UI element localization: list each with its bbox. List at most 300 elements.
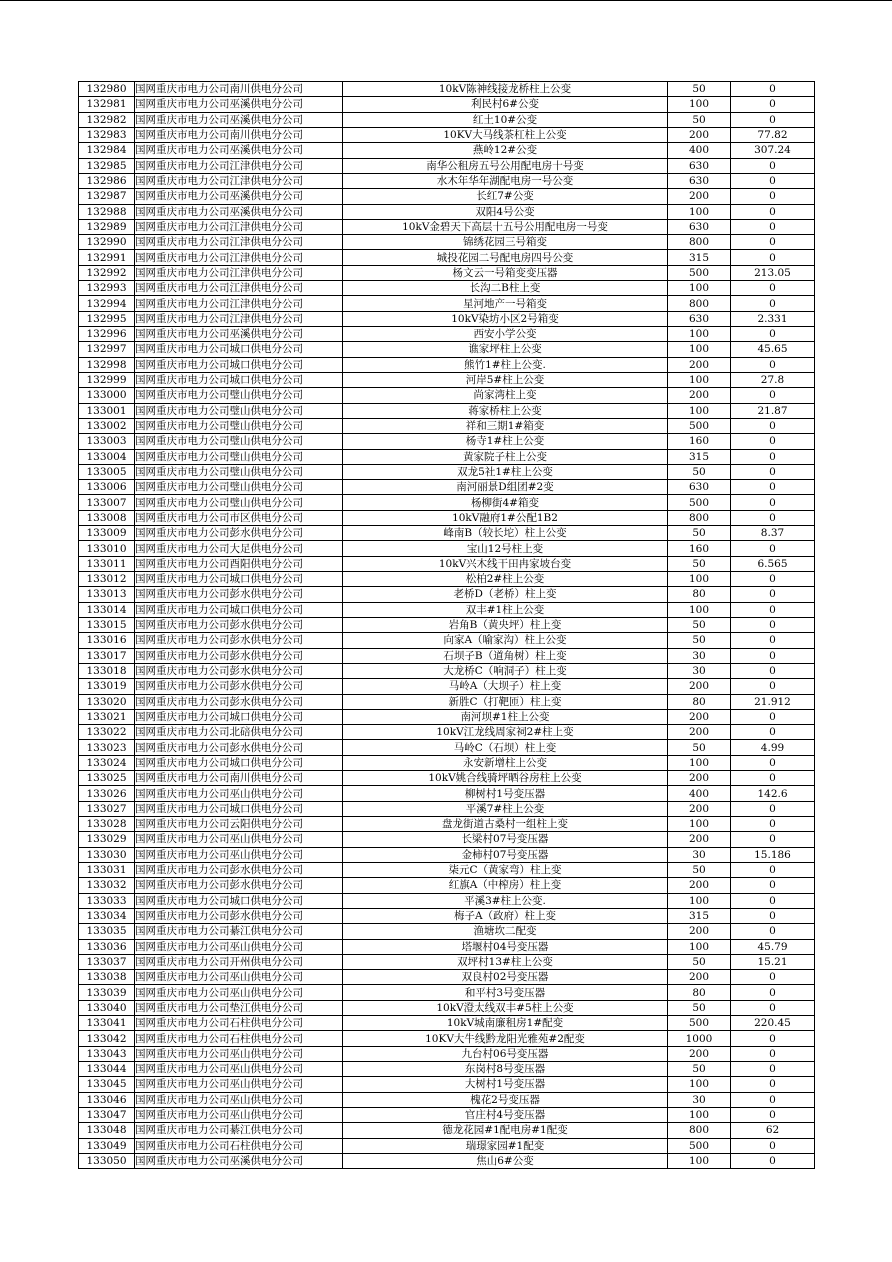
company-cell: 国网重庆市电力公司彭水供电分公司 bbox=[135, 526, 343, 541]
row-id-cell: 133033 bbox=[79, 893, 135, 908]
table-row bbox=[79, 1153, 815, 1168]
value-cell: 0 bbox=[731, 648, 815, 663]
table-row bbox=[79, 143, 815, 158]
transformer-name-cell: 黄家院子柱上公变 bbox=[343, 449, 668, 464]
capacity-cell: 100 bbox=[668, 1153, 731, 1168]
capacity-cell: 50 bbox=[668, 617, 731, 632]
row-id-cell: 133038 bbox=[79, 970, 135, 985]
capacity-cell: 50 bbox=[668, 526, 731, 541]
row-id-cell: 133041 bbox=[79, 1016, 135, 1031]
company-cell: 国网重庆市电力公司巫山供电分公司 bbox=[135, 1046, 343, 1061]
transformer-name-cell: 河岸5#柱上公变 bbox=[343, 372, 668, 387]
row-id-cell: 132980 bbox=[79, 82, 135, 97]
transformer-name-cell: 燕岭12#公变 bbox=[343, 143, 668, 158]
value-cell: 0 bbox=[731, 510, 815, 525]
table-row bbox=[79, 219, 815, 234]
value-cell: 45.79 bbox=[731, 939, 815, 954]
transformer-name-cell: 10kV染坊小区2号箱变 bbox=[343, 311, 668, 326]
company-cell: 国网重庆市电力公司南川供电分公司 bbox=[135, 127, 343, 142]
company-cell: 国网重庆市电力公司巫山供电分公司 bbox=[135, 1077, 343, 1092]
table-row bbox=[79, 709, 815, 724]
row-id-cell: 133016 bbox=[79, 633, 135, 648]
company-cell: 国网重庆市电力公司大足供电分公司 bbox=[135, 541, 343, 556]
transformer-name-cell: 永安新增柱上公变 bbox=[343, 755, 668, 770]
capacity-cell: 200 bbox=[668, 388, 731, 403]
row-id-cell: 133018 bbox=[79, 663, 135, 678]
company-cell: 国网重庆市电力公司江津供电分公司 bbox=[135, 173, 343, 188]
company-cell: 国网重庆市电力公司巫山供电分公司 bbox=[135, 786, 343, 801]
company-cell: 国网重庆市电力公司巫山供电分公司 bbox=[135, 1092, 343, 1107]
capacity-cell: 50 bbox=[668, 1062, 731, 1077]
transformer-name-cell: 松柏2#柱上公变 bbox=[343, 572, 668, 587]
capacity-cell: 200 bbox=[668, 127, 731, 142]
transformer-name-cell: 南河坝#1柱上公变 bbox=[343, 709, 668, 724]
company-cell: 国网重庆市电力公司彭水供电分公司 bbox=[135, 694, 343, 709]
transformer-name-cell: 南华公租房五号公用配电房十号变 bbox=[343, 158, 668, 173]
table-row bbox=[79, 771, 815, 786]
transformer-name-cell: 水木年华年湖配电房一号公变 bbox=[343, 173, 668, 188]
table-row bbox=[79, 602, 815, 617]
capacity-cell: 100 bbox=[668, 602, 731, 617]
row-id-cell: 132981 bbox=[79, 97, 135, 112]
table-row bbox=[79, 327, 815, 342]
table-row bbox=[79, 388, 815, 403]
row-id-cell: 132997 bbox=[79, 342, 135, 357]
transformer-name-cell: 大树村1号变压器 bbox=[343, 1077, 668, 1092]
transformer-name-cell: 金柿村07号变压器 bbox=[343, 847, 668, 862]
table-row bbox=[79, 1107, 815, 1122]
transformer-name-cell: 10kV金碧天下高层十五号公用配电房一号变 bbox=[343, 219, 668, 234]
transformer-name-cell: 平溪3#柱上公变. bbox=[343, 893, 668, 908]
table-row bbox=[79, 97, 815, 112]
company-cell: 国网重庆市电力公司石柱供电分公司 bbox=[135, 1138, 343, 1153]
transformer-name-cell: 红土10#公变 bbox=[343, 112, 668, 127]
row-id-cell: 133015 bbox=[79, 617, 135, 632]
company-cell: 国网重庆市电力公司江津供电分公司 bbox=[135, 296, 343, 311]
transformer-name-cell: 塔堰村04号变压器 bbox=[343, 939, 668, 954]
company-cell: 国网重庆市电力公司市区供电分公司 bbox=[135, 510, 343, 525]
capacity-cell: 1000 bbox=[668, 1031, 731, 1046]
value-cell: 0 bbox=[731, 541, 815, 556]
transformer-name-cell: 石坝子B（道角树）柱上变 bbox=[343, 648, 668, 663]
transformer-name-cell: 10kV城南廉租房1#配变 bbox=[343, 1016, 668, 1031]
row-id-cell: 133000 bbox=[79, 388, 135, 403]
company-cell: 国网重庆市电力公司巫溪供电分公司 bbox=[135, 189, 343, 204]
value-cell: 0 bbox=[731, 250, 815, 265]
value-cell: 0 bbox=[731, 755, 815, 770]
value-cell: 0 bbox=[731, 817, 815, 832]
capacity-cell: 30 bbox=[668, 847, 731, 862]
transformer-name-cell: 熊竹1#柱上公变. bbox=[343, 357, 668, 372]
table-row bbox=[79, 679, 815, 694]
company-cell: 国网重庆市电力公司巫溪供电分公司 bbox=[135, 97, 343, 112]
row-id-cell: 133002 bbox=[79, 418, 135, 433]
capacity-cell: 200 bbox=[668, 878, 731, 893]
table-row bbox=[79, 832, 815, 847]
company-cell: 国网重庆市电力公司江津供电分公司 bbox=[135, 250, 343, 265]
company-cell: 国网重庆市电力公司巫溪供电分公司 bbox=[135, 112, 343, 127]
table-row bbox=[79, 587, 815, 602]
transformer-name-cell: 向家A（喻家沟）柱上公变 bbox=[343, 633, 668, 648]
capacity-cell: 400 bbox=[668, 143, 731, 158]
table-row bbox=[79, 878, 815, 893]
capacity-cell: 100 bbox=[668, 755, 731, 770]
row-id-cell: 132998 bbox=[79, 357, 135, 372]
row-id-cell: 133004 bbox=[79, 449, 135, 464]
company-cell: 国网重庆市电力公司彭水供电分公司 bbox=[135, 862, 343, 877]
capacity-cell: 30 bbox=[668, 1092, 731, 1107]
transformer-name-cell: 柒元C（黄家弯）柱上变 bbox=[343, 862, 668, 877]
company-cell: 国网重庆市电力公司巫溪供电分公司 bbox=[135, 143, 343, 158]
row-id-cell: 132983 bbox=[79, 127, 135, 142]
capacity-cell: 800 bbox=[668, 296, 731, 311]
row-id-cell: 133014 bbox=[79, 602, 135, 617]
value-cell: 2.331 bbox=[731, 311, 815, 326]
company-cell: 国网重庆市电力公司璧山供电分公司 bbox=[135, 418, 343, 433]
company-cell: 国网重庆市电力公司璧山供电分公司 bbox=[135, 464, 343, 479]
capacity-cell: 50 bbox=[668, 82, 731, 97]
company-cell: 国网重庆市电力公司垫江供电分公司 bbox=[135, 1000, 343, 1015]
transformer-name-cell: 官庄村4号变压器 bbox=[343, 1107, 668, 1122]
transformer-name-cell: 城投花园二号配电房四号公变 bbox=[343, 250, 668, 265]
table-row bbox=[79, 296, 815, 311]
company-cell: 国网重庆市电力公司璧山供电分公司 bbox=[135, 388, 343, 403]
capacity-cell: 100 bbox=[668, 342, 731, 357]
row-id-cell: 132988 bbox=[79, 204, 135, 219]
capacity-cell: 630 bbox=[668, 219, 731, 234]
transformer-name-cell: 九台村06号变压器 bbox=[343, 1046, 668, 1061]
row-id-cell: 133036 bbox=[79, 939, 135, 954]
value-cell: 0 bbox=[731, 296, 815, 311]
value-cell: 0 bbox=[731, 281, 815, 296]
company-cell: 国网重庆市电力公司璧山供电分公司 bbox=[135, 495, 343, 510]
value-cell: 0 bbox=[731, 82, 815, 97]
capacity-cell: 800 bbox=[668, 235, 731, 250]
value-cell: 21.87 bbox=[731, 403, 815, 418]
capacity-cell: 200 bbox=[668, 832, 731, 847]
transformer-name-cell: 马岭A（大坝子）柱上变 bbox=[343, 679, 668, 694]
transformer-name-cell: 锦绣花园三号箱变 bbox=[343, 235, 668, 250]
value-cell: 142.6 bbox=[731, 786, 815, 801]
company-cell: 国网重庆市电力公司城口供电分公司 bbox=[135, 893, 343, 908]
value-cell: 0 bbox=[731, 1138, 815, 1153]
capacity-cell: 200 bbox=[668, 771, 731, 786]
row-id-cell: 133045 bbox=[79, 1077, 135, 1092]
table-row bbox=[79, 908, 815, 923]
capacity-cell: 200 bbox=[668, 970, 731, 985]
table-row bbox=[79, 434, 815, 449]
row-id-cell: 133028 bbox=[79, 817, 135, 832]
table-row bbox=[79, 985, 815, 1000]
capacity-cell: 100 bbox=[668, 817, 731, 832]
capacity-cell: 100 bbox=[668, 372, 731, 387]
capacity-cell: 630 bbox=[668, 480, 731, 495]
table-row bbox=[79, 189, 815, 204]
transformer-name-cell: 槐花2号变压器 bbox=[343, 1092, 668, 1107]
table-row bbox=[79, 617, 815, 632]
table-row bbox=[79, 173, 815, 188]
table-row bbox=[79, 112, 815, 127]
transformer-name-cell: 老桥D（老桥）柱上变 bbox=[343, 587, 668, 602]
transformer-name-cell: 10KV大马线茶杠柱上公变 bbox=[343, 127, 668, 142]
company-cell: 国网重庆市电力公司巫山供电分公司 bbox=[135, 847, 343, 862]
transformer-name-cell: 10kV陈神线接龙桥柱上公变 bbox=[343, 82, 668, 97]
value-cell: 0 bbox=[731, 434, 815, 449]
row-id-cell: 133047 bbox=[79, 1107, 135, 1122]
value-cell: 0 bbox=[731, 572, 815, 587]
company-cell: 国网重庆市电力公司巫溪供电分公司 bbox=[135, 327, 343, 342]
table-row bbox=[79, 480, 815, 495]
company-cell: 国网重庆市电力公司彭水供电分公司 bbox=[135, 587, 343, 602]
capacity-cell: 500 bbox=[668, 418, 731, 433]
value-cell: 307.24 bbox=[731, 143, 815, 158]
row-id-cell: 133022 bbox=[79, 725, 135, 740]
capacity-cell: 80 bbox=[668, 985, 731, 1000]
table-row bbox=[79, 526, 815, 541]
table-row bbox=[79, 418, 815, 433]
capacity-cell: 50 bbox=[668, 1000, 731, 1015]
row-id-cell: 133021 bbox=[79, 709, 135, 724]
table-row bbox=[79, 633, 815, 648]
row-id-cell: 133024 bbox=[79, 755, 135, 770]
value-cell: 0 bbox=[731, 158, 815, 173]
table-row bbox=[79, 541, 815, 556]
value-cell: 0 bbox=[731, 985, 815, 1000]
value-cell: 0 bbox=[731, 1077, 815, 1092]
company-cell: 国网重庆市电力公司巫溪供电分公司 bbox=[135, 1153, 343, 1168]
row-id-cell: 133050 bbox=[79, 1153, 135, 1168]
row-id-cell: 133007 bbox=[79, 495, 135, 510]
value-cell: 0 bbox=[731, 97, 815, 112]
row-id-cell: 133037 bbox=[79, 954, 135, 969]
capacity-cell: 100 bbox=[668, 327, 731, 342]
row-id-cell: 132987 bbox=[79, 189, 135, 204]
company-cell: 国网重庆市电力公司巫山供电分公司 bbox=[135, 939, 343, 954]
transformer-name-cell: 星河地产一号箱变 bbox=[343, 296, 668, 311]
capacity-cell: 500 bbox=[668, 265, 731, 280]
transformer-name-cell: 10kV澄太线双丰#5柱上公变 bbox=[343, 1000, 668, 1015]
value-cell: 0 bbox=[731, 617, 815, 632]
company-cell: 国网重庆市电力公司江津供电分公司 bbox=[135, 158, 343, 173]
table-row bbox=[79, 1046, 815, 1061]
table-row bbox=[79, 158, 815, 173]
value-cell: 27.8 bbox=[731, 372, 815, 387]
company-cell: 国网重庆市电力公司巫山供电分公司 bbox=[135, 1062, 343, 1077]
row-id-cell: 133006 bbox=[79, 480, 135, 495]
transformer-name-cell: 柳树村1号变压器 bbox=[343, 786, 668, 801]
capacity-cell: 200 bbox=[668, 189, 731, 204]
company-cell: 国网重庆市电力公司南川供电分公司 bbox=[135, 771, 343, 786]
capacity-cell: 800 bbox=[668, 510, 731, 525]
transformer-name-cell: 10kV姚合线骑坪晒谷房柱上公变 bbox=[343, 771, 668, 786]
company-cell: 国网重庆市电力公司石柱供电分公司 bbox=[135, 1031, 343, 1046]
row-id-cell: 133025 bbox=[79, 771, 135, 786]
transformer-name-cell: 蒋家桥柱上公变 bbox=[343, 403, 668, 418]
capacity-cell: 315 bbox=[668, 250, 731, 265]
value-cell: 0 bbox=[731, 327, 815, 342]
capacity-cell: 50 bbox=[668, 633, 731, 648]
row-id-cell: 133009 bbox=[79, 526, 135, 541]
value-cell: 0 bbox=[731, 480, 815, 495]
table-row bbox=[79, 755, 815, 770]
table-row bbox=[79, 235, 815, 250]
company-cell: 国网重庆市电力公司璧山供电分公司 bbox=[135, 434, 343, 449]
row-id-cell: 133042 bbox=[79, 1031, 135, 1046]
transformer-name-cell: 和平村3号变压器 bbox=[343, 985, 668, 1000]
row-id-cell: 133023 bbox=[79, 740, 135, 755]
row-id-cell: 133017 bbox=[79, 648, 135, 663]
row-id-cell: 133034 bbox=[79, 908, 135, 923]
row-id-cell: 133039 bbox=[79, 985, 135, 1000]
row-id-cell: 132982 bbox=[79, 112, 135, 127]
company-cell: 国网重庆市电力公司城口供电分公司 bbox=[135, 357, 343, 372]
capacity-cell: 500 bbox=[668, 1016, 731, 1031]
table-row bbox=[79, 342, 815, 357]
company-cell: 国网重庆市电力公司江津供电分公司 bbox=[135, 219, 343, 234]
capacity-cell: 800 bbox=[668, 1123, 731, 1138]
company-cell: 国网重庆市电力公司城口供电分公司 bbox=[135, 372, 343, 387]
table-row bbox=[79, 786, 815, 801]
capacity-cell: 200 bbox=[668, 679, 731, 694]
capacity-cell: 30 bbox=[668, 663, 731, 678]
table-row bbox=[79, 862, 815, 877]
value-cell: 0 bbox=[731, 862, 815, 877]
row-id-cell: 133003 bbox=[79, 434, 135, 449]
value-cell: 0 bbox=[731, 893, 815, 908]
value-cell: 0 bbox=[731, 878, 815, 893]
company-cell: 国网重庆市电力公司綦江供电分公司 bbox=[135, 1123, 343, 1138]
transformer-name-cell: 德龙花园#1配电房#1配变 bbox=[343, 1123, 668, 1138]
value-cell: 15.21 bbox=[731, 954, 815, 969]
row-id-cell: 133043 bbox=[79, 1046, 135, 1061]
value-cell: 0 bbox=[731, 388, 815, 403]
transformer-name-cell: 平溪7#柱上公变 bbox=[343, 801, 668, 816]
table-row bbox=[79, 954, 815, 969]
company-cell: 国网重庆市电力公司城口供电分公司 bbox=[135, 602, 343, 617]
value-cell: 0 bbox=[731, 602, 815, 617]
capacity-cell: 160 bbox=[668, 541, 731, 556]
value-cell: 0 bbox=[731, 663, 815, 678]
row-id-cell: 133048 bbox=[79, 1123, 135, 1138]
company-cell: 国网重庆市电力公司彭水供电分公司 bbox=[135, 908, 343, 923]
capacity-cell: 50 bbox=[668, 954, 731, 969]
company-cell: 国网重庆市电力公司彭水供电分公司 bbox=[135, 648, 343, 663]
transformer-name-cell: 长红7#公变 bbox=[343, 189, 668, 204]
company-cell: 国网重庆市电力公司彭水供电分公司 bbox=[135, 740, 343, 755]
value-cell: 220.45 bbox=[731, 1016, 815, 1031]
row-id-cell: 133049 bbox=[79, 1138, 135, 1153]
table-row bbox=[79, 740, 815, 755]
capacity-cell: 500 bbox=[668, 495, 731, 510]
capacity-cell: 50 bbox=[668, 556, 731, 571]
transformer-name-cell: 马岭C（石坝）柱上变 bbox=[343, 740, 668, 755]
transformer-name-cell: 10KV大牛线黔龙阳光雅苑#2配变 bbox=[343, 1031, 668, 1046]
transformer-name-cell: 杨柳街4#箱变 bbox=[343, 495, 668, 510]
table-row bbox=[79, 970, 815, 985]
company-cell: 国网重庆市电力公司彭水供电分公司 bbox=[135, 679, 343, 694]
table-row bbox=[79, 250, 815, 265]
value-cell: 6.565 bbox=[731, 556, 815, 571]
value-cell: 0 bbox=[731, 1107, 815, 1122]
table-row bbox=[79, 1000, 815, 1015]
capacity-cell: 100 bbox=[668, 1077, 731, 1092]
capacity-cell: 400 bbox=[668, 786, 731, 801]
table-row bbox=[79, 357, 815, 372]
row-id-cell: 133027 bbox=[79, 801, 135, 816]
value-cell: 213.05 bbox=[731, 265, 815, 280]
row-id-cell: 132984 bbox=[79, 143, 135, 158]
table-row bbox=[79, 801, 815, 816]
value-cell: 0 bbox=[731, 464, 815, 479]
capacity-cell: 500 bbox=[668, 1138, 731, 1153]
row-id-cell: 132995 bbox=[79, 311, 135, 326]
capacity-cell: 630 bbox=[668, 158, 731, 173]
value-cell: 0 bbox=[731, 908, 815, 923]
transformer-name-cell: 双坪村13#柱上公变 bbox=[343, 954, 668, 969]
company-cell: 国网重庆市电力公司彭水供电分公司 bbox=[135, 633, 343, 648]
transformer-name-cell: 大龙桥C（响洞子）柱上变 bbox=[343, 663, 668, 678]
capacity-cell: 50 bbox=[668, 740, 731, 755]
value-cell: 8.37 bbox=[731, 526, 815, 541]
table-row bbox=[79, 694, 815, 709]
table-row bbox=[79, 449, 815, 464]
table-row bbox=[79, 893, 815, 908]
table-row bbox=[79, 127, 815, 142]
capacity-cell: 160 bbox=[668, 434, 731, 449]
transformer-name-cell: 渔塘坎二配变 bbox=[343, 924, 668, 939]
value-cell: 0 bbox=[731, 679, 815, 694]
table-row bbox=[79, 281, 815, 296]
row-id-cell: 133008 bbox=[79, 510, 135, 525]
transformer-name-cell: 峰南B（较长坨）柱上公变 bbox=[343, 526, 668, 541]
transformer-name-cell: 南河丽景D组团#2变 bbox=[343, 480, 668, 495]
transformer-name-cell: 盘龙街道古桑村一组柱上变 bbox=[343, 817, 668, 832]
transformer-name-cell: 双良村02号变压器 bbox=[343, 970, 668, 985]
table-row bbox=[79, 372, 815, 387]
transformer-name-cell: 双龙5社1#柱上公变 bbox=[343, 464, 668, 479]
row-id-cell: 133026 bbox=[79, 786, 135, 801]
table-row bbox=[79, 510, 815, 525]
table-row bbox=[79, 1062, 815, 1077]
capacity-cell: 100 bbox=[668, 281, 731, 296]
value-cell: 21.912 bbox=[731, 694, 815, 709]
company-cell: 国网重庆市电力公司石柱供电分公司 bbox=[135, 1016, 343, 1031]
value-cell: 0 bbox=[731, 1062, 815, 1077]
table-row bbox=[79, 311, 815, 326]
row-id-cell: 133035 bbox=[79, 924, 135, 939]
row-id-cell: 133029 bbox=[79, 832, 135, 847]
capacity-cell: 630 bbox=[668, 173, 731, 188]
value-cell: 0 bbox=[731, 1153, 815, 1168]
row-id-cell: 133031 bbox=[79, 862, 135, 877]
company-cell: 国网重庆市电力公司南川供电分公司 bbox=[135, 82, 343, 97]
value-cell: 4.99 bbox=[731, 740, 815, 755]
value-cell: 0 bbox=[731, 357, 815, 372]
row-id-cell: 132990 bbox=[79, 235, 135, 250]
row-id-cell: 133040 bbox=[79, 1000, 135, 1015]
value-cell: 0 bbox=[731, 418, 815, 433]
company-cell: 国网重庆市电力公司璧山供电分公司 bbox=[135, 480, 343, 495]
row-id-cell: 132999 bbox=[79, 372, 135, 387]
company-cell: 国网重庆市电力公司江津供电分公司 bbox=[135, 265, 343, 280]
transformer-name-cell: 焦山6#公变 bbox=[343, 1153, 668, 1168]
row-id-cell: 133013 bbox=[79, 587, 135, 602]
company-cell: 国网重庆市电力公司城口供电分公司 bbox=[135, 342, 343, 357]
table-row bbox=[79, 1138, 815, 1153]
company-cell: 国网重庆市电力公司城口供电分公司 bbox=[135, 572, 343, 587]
transformer-name-cell: 杨寺1#柱上公变 bbox=[343, 434, 668, 449]
value-cell: 77.82 bbox=[731, 127, 815, 142]
